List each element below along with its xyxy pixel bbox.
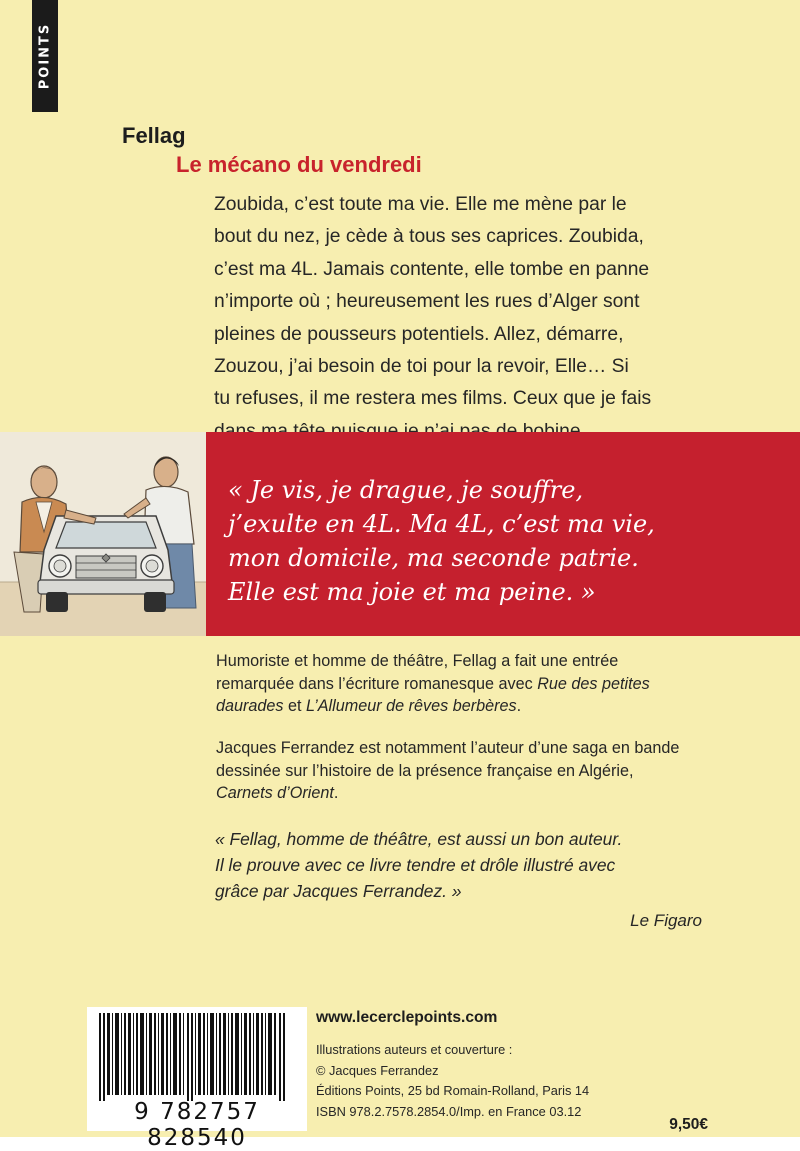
summary-line: Zoubida, c’est toute ma vie. Elle me mène par le (214, 194, 627, 215)
pull-quote-line: Elle est ma joie et ma peine. » (228, 578, 596, 606)
press-review (215, 826, 775, 905)
summary-line: Zouzou, j’ai besoin de toi pour la revoir, Elle… Si (214, 356, 629, 378)
summary-paragraph (214, 189, 764, 448)
credit-line: © Jacques Ferrandez (316, 1062, 439, 1078)
author-bio (216, 650, 776, 718)
press-review-line: Il le prouve avec ce livre tendre et drôle illustré avec (215, 855, 616, 876)
author-bio-line (216, 695, 776, 718)
book-title: Le mécano du vendredi (176, 152, 422, 177)
car-illustration (0, 432, 206, 636)
barcode-icon (87, 1007, 307, 1103)
car-illustration-drawing (0, 432, 206, 636)
press-review-line: « Fellag, homme de théâtre, est aussi un bon auteur. (215, 829, 623, 849)
pull-quote (228, 473, 788, 609)
credit-line: Éditions Points, 25 bd Romain-Rolland, Paris 14 (316, 1083, 590, 1098)
book-author: Fellag (122, 123, 186, 148)
book-title-reference: Carnets d’Orient (216, 784, 334, 802)
isbn-barcode (87, 1007, 307, 1151)
publisher-credits (316, 1040, 646, 1122)
points-logo-text: POINTS (37, 22, 53, 90)
credit-line: Illustrations auteurs et couverture : (316, 1042, 513, 1057)
author-bio-text: remarquée dans l’écriture romanesque avec (216, 674, 533, 693)
summary-line: pleines de pousseurs potentiels. Allez, démarre, (214, 323, 624, 345)
publisher-website: www.lecerclepoints.com (316, 1009, 498, 1026)
barcode-digits: 9 782757 828540 (134, 1099, 260, 1151)
illustrator-bio-line (216, 782, 776, 805)
author-bio-line: Humoriste et homme de théâtre, Fellag a fait une entrée (216, 652, 619, 670)
illustrator-bio (216, 737, 776, 805)
credit-line: ISBN 978.2.7578.2854.0/Imp. en France 03.12 (316, 1103, 582, 1119)
pull-quote-line: « Je vis, je drague, je souffre, (228, 476, 584, 504)
summary-line: bout du nez, je cède à tous ses caprices. Zoubida, (214, 226, 644, 248)
summary-line: n’importe où ; heureusement les rues d’Alger sont (214, 291, 640, 313)
book-title-reference: daurades (216, 697, 284, 715)
illustrator-bio-text: . (333, 784, 339, 802)
author-bio-text: . (516, 697, 522, 715)
press-review-line: grâce par Jacques Ferrandez. » (215, 881, 462, 902)
illustrator-bio-line: dessinée sur l’histoire de la présence française en Algérie, (216, 761, 634, 780)
author-bio-text: et (288, 697, 302, 715)
book-price: 9,50€ (669, 1116, 708, 1133)
press-review-source: Le Figaro (630, 911, 702, 930)
book-title-reference: Rue des petites (537, 674, 650, 693)
book-title-reference: L’Allumeur de rêves berbères (306, 697, 517, 715)
pull-quote-line: j’exulte en 4L. Ma 4L, c’est ma vie, (228, 510, 655, 538)
pull-quote-line: mon domicile, ma seconde patrie. (228, 544, 639, 572)
summary-line: c’est ma 4L. Jamais contente, elle tombe en panne (214, 258, 650, 280)
illustrator-bio-line: Jacques Ferrandez est notamment l’auteur d’une saga en bande (216, 739, 680, 757)
author-bio-line (216, 673, 776, 696)
summary-line: tu refuses, il me restera mes films. Ceux que je fais (214, 388, 652, 410)
points-logo-tab (32, 0, 58, 112)
